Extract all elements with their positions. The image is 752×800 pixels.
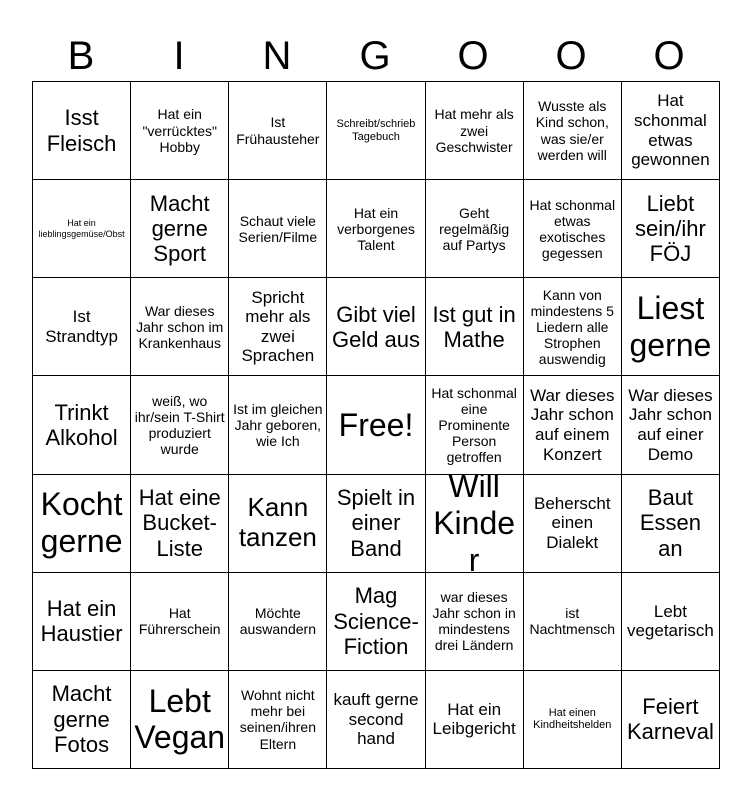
bingo-cell[interactable]: War dieses Jahr schon auf einer Demo xyxy=(622,376,720,474)
header-letter-n: N xyxy=(262,34,292,78)
bingo-cell[interactable]: War dieses Jahr schon auf einem Konzert xyxy=(524,376,622,474)
bingo-grid xyxy=(32,81,720,769)
bingo-cell[interactable]: Kocht gerne xyxy=(33,475,131,573)
bingo-cell[interactable]: Hat schonmal etwas gewonnen xyxy=(622,82,720,180)
bingo-cell[interactable]: Liebt sein/ihr FÖJ xyxy=(622,180,720,278)
bingo-cell[interactable]: Hat ein "verrücktes" Hobby xyxy=(131,82,229,180)
bingo-cell[interactable]: ist Nachtmensch xyxy=(524,573,622,671)
bingo-cell[interactable]: Ist Frühausteher xyxy=(229,82,327,180)
bingo-cell[interactable]: Hat schonmal eine Prominente Person getroffen xyxy=(426,376,524,474)
bingo-cell[interactable]: Gibt viel Geld aus xyxy=(327,278,425,376)
bingo-cell[interactable]: Will Kinder xyxy=(426,475,524,573)
header-letter-b: B xyxy=(67,34,95,78)
header-letter-g: G xyxy=(359,34,391,78)
bingo-cell[interactable]: Mag Science-Fiction xyxy=(327,573,425,671)
bingo-cell[interactable]: war dieses Jahr schon in mindestens drei Ländern xyxy=(426,573,524,671)
bingo-cell[interactable]: Beherscht einen Dialekt xyxy=(524,475,622,573)
free-cell[interactable]: Free! xyxy=(327,376,425,474)
bingo-cell[interactable]: Macht gerne Fotos xyxy=(33,671,131,769)
bingo-cell[interactable]: Hat einen Kindheitshelden xyxy=(524,671,622,769)
bingo-header xyxy=(32,30,720,82)
bingo-cell[interactable]: kauft gerne second hand xyxy=(327,671,425,769)
bingo-cell[interactable]: Spricht mehr als zwei Sprachen xyxy=(229,278,327,376)
bingo-cell[interactable]: Hat ein Haustier xyxy=(33,573,131,671)
bingo-cell[interactable]: Ist gut in Mathe xyxy=(426,278,524,376)
bingo-cell[interactable]: Ist im gleichen Jahr geboren, wie Ich xyxy=(229,376,327,474)
bingo-cell[interactable]: Kann von mindestens 5 Liedern alle Strophen auswendig xyxy=(524,278,622,376)
bingo-cell[interactable]: Liest gerne xyxy=(622,278,720,376)
bingo-cell[interactable]: Macht gerne Sport xyxy=(131,180,229,278)
bingo-cell[interactable]: Feiert Karneval xyxy=(622,671,720,769)
bingo-cell[interactable]: Lebt vegetarisch xyxy=(622,573,720,671)
bingo-cell[interactable]: Hat mehr als zwei Geschwister xyxy=(426,82,524,180)
header-letter-o-1: O xyxy=(457,34,489,78)
bingo-cell[interactable]: Hat ein verborgenes Talent xyxy=(327,180,425,278)
bingo-cell[interactable]: Hat eine Bucket-Liste xyxy=(131,475,229,573)
bingo-cell[interactable]: Trinkt Alkohol xyxy=(33,376,131,474)
bingo-cell[interactable]: Hat ein lieblingsgemüse/Obst xyxy=(33,180,131,278)
bingo-cell[interactable]: Hat Führerschein xyxy=(131,573,229,671)
bingo-cell[interactable]: Schaut viele Serien/Filme xyxy=(229,180,327,278)
bingo-cell[interactable]: Wohnt nicht mehr bei seinen/ihren Eltern xyxy=(229,671,327,769)
bingo-cell[interactable]: Hat ein Leibgericht xyxy=(426,671,524,769)
bingo-cell[interactable]: War dieses Jahr schon im Krankenhaus xyxy=(131,278,229,376)
bingo-cell[interactable]: weiß, wo ihr/sein T-Shirt produziert wurde xyxy=(131,376,229,474)
bingo-cell[interactable]: Isst Fleisch xyxy=(33,82,131,180)
header-letter-i: I xyxy=(173,34,185,78)
header-letter-o-2: O xyxy=(555,34,587,78)
bingo-cell[interactable]: Möchte auswandern xyxy=(229,573,327,671)
bingo-cell[interactable]: Ist Strandtyp xyxy=(33,278,131,376)
bingo-cell[interactable]: Hat schonmal etwas exotisches gegessen xyxy=(524,180,622,278)
bingo-cell[interactable]: Kann tanzen xyxy=(229,475,327,573)
header-letter-o-3: O xyxy=(653,34,685,78)
bingo-cell[interactable]: Wusste als Kind schon, was sie/er werden will xyxy=(524,82,622,180)
bingo-cell[interactable]: Geht regelmäßig auf Partys xyxy=(426,180,524,278)
bingo-cell[interactable]: Baut Essen an xyxy=(622,475,720,573)
bingo-cell[interactable]: Schreibt/schrieb Tagebuch xyxy=(327,82,425,180)
bingo-cell[interactable]: Lebt Vegan xyxy=(131,671,229,769)
bingo-cell[interactable]: Spielt in einer Band xyxy=(327,475,425,573)
